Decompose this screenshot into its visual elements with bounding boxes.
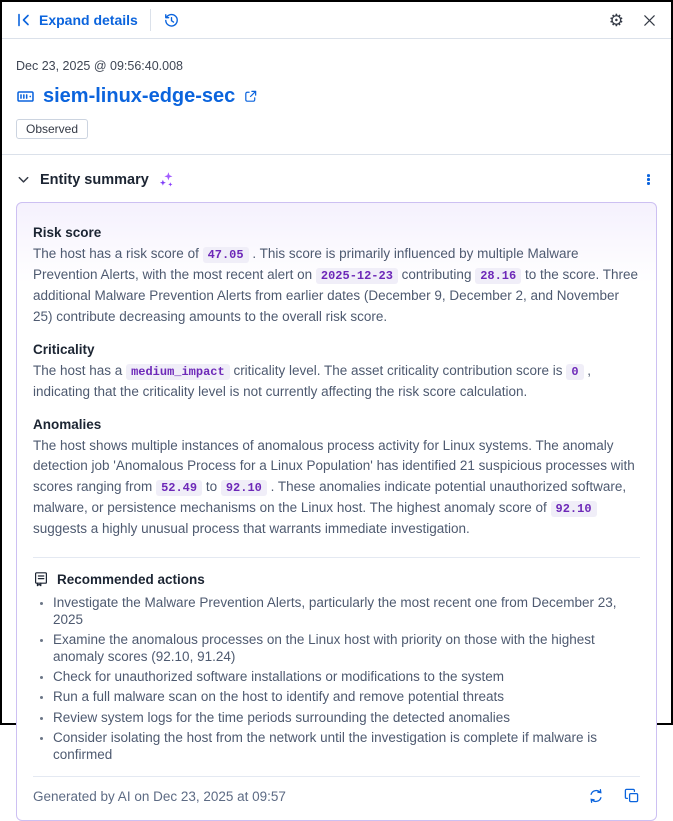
generated-by-ai-note: Generated by AI on Dec 23, 2025 at 09:57 [33,788,286,804]
entity-summary-title: Entity summary [40,171,149,188]
criticality-section [33,342,640,403]
inline-code-value: 2025-12-23 [316,268,398,284]
list-item: • Review system logs for the time periods surrounding the detected anomalies [53,710,640,727]
flyout-toolbar [2,2,671,39]
inline-code-value: 52.49 [156,480,202,496]
inline-code-value: medium_impact [126,364,230,380]
inline-code-value: 92.10 [221,480,267,496]
risk-score-text: The host has a risk score of 47.05 . This score is primarily influenced by multiple Malware Prevention Alerts, with the most recent alert on 2025-12-23 contributing 28.16 to the score. Three additional Malware Prevention Alerts from earlier dates (December 9, December 2, and November 25) contribute decreasing amounts to the overall risk score. [33,246,639,324]
copy-button[interactable] [624,788,640,804]
recommended-actions-list [33,595,640,763]
anomalies-heading: Anomalies [33,416,102,432]
recommended-actions-title: Recommended actions [57,571,205,587]
section-divider [2,154,671,155]
open-entity-popout-icon[interactable] [243,89,258,104]
anomalies-text: The host shows multiple instances of anomalous process activity for Linux systems. The anomaly detection job 'Anomalous Process for a Linux Population' has identified 21 suspicious processes with scores ranging from 52.49 to 92.10 . These anomalies indicate potential unauthorized software, malware, or persistence mechanisms on the Linux host. The highest anomaly score of 92.10 suggests a highly unusual process that warrants immediate investigation. [33,437,635,537]
close-flyout-button[interactable] [642,13,657,28]
refresh-icon [588,788,604,804]
ai-sparkles-icon [158,171,175,188]
anomalies-section [33,417,640,541]
documentation-icon [33,571,49,587]
summary-card-footer [33,776,640,810]
expand-details-label: Expand details [39,12,138,28]
entity-name-link[interactable]: siem-linux-edge-sec [43,85,236,107]
flyout-body [2,39,671,821]
status-badge: Observed [16,119,88,139]
risk-score-section [33,225,640,328]
inline-code-value: 0 [566,364,583,380]
inline-code-value: 92.10 [551,501,597,517]
recommended-actions-section [33,557,640,763]
footer-actions [588,788,640,804]
regenerate-button[interactable] [588,788,604,804]
settings-button[interactable] [609,12,624,29]
entity-summary-card [16,202,657,821]
list-item: • Check for unauthorized software installations or modifications to the system [53,669,640,686]
event-timestamp: Dec 23, 2025 @ 09:56:40.008 [16,59,183,73]
history-button[interactable] [163,12,180,29]
inline-code-value: 47.05 [203,247,249,263]
criticality-text: The host has a medium_impact criticality level. The asset criticality contribution score is 0 , indicating that the criticality level is not currently affecting the risk score calculation. [33,362,592,399]
criticality-heading: Criticality [33,341,95,357]
entity-summary-header [16,170,657,189]
expand-details-button[interactable] [16,12,138,28]
history-clock-icon [163,12,180,29]
entity-title-row [16,85,657,108]
toolbar-divider [150,9,151,31]
list-item: • Consider isolating the host from the network until the investigation is complete if malware is confirmed [53,730,640,763]
chevron-down-icon[interactable] [16,172,31,187]
recommended-actions-header [33,571,640,587]
host-storage-icon [16,87,35,106]
close-icon [642,13,657,28]
summary-options-button[interactable] [640,170,657,189]
list-item: • Examine the anomalous processes on the Linux host with priority on those with the highest anomaly scores (92.10, 91.24) [53,632,640,665]
arrow-start-icon [16,12,32,28]
risk-score-heading: Risk score [33,225,102,240]
inline-code-value: 28.16 [475,268,521,284]
toolbar-right-actions [609,12,657,29]
gear-icon: ⚙ [608,10,624,30]
copy-icon [624,788,640,804]
list-item: • Investigate the Malware Prevention Alerts, particularly the most recent one from December 23, 2025 [53,595,640,628]
list-item: • Run a full malware scan on the host to identify and remove potential threats [53,689,640,706]
